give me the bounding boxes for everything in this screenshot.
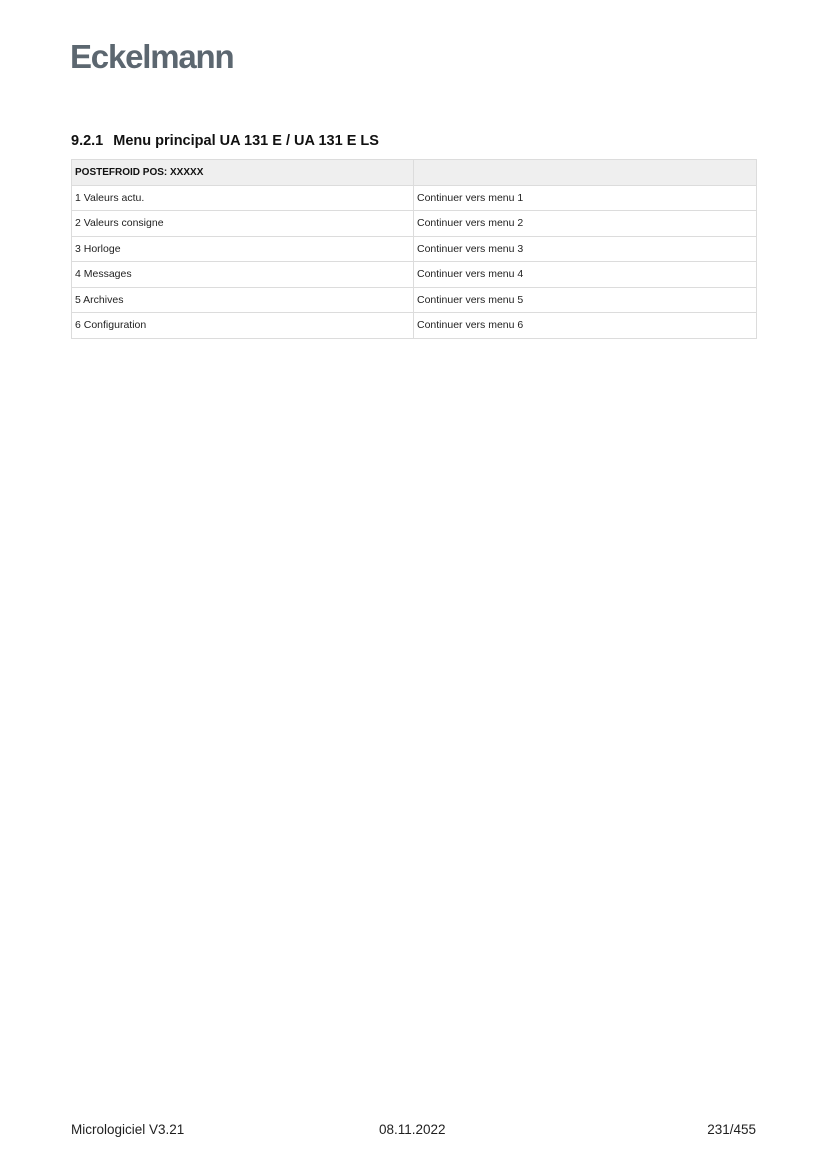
menu-item-label: 1 Valeurs actu. bbox=[72, 185, 414, 211]
table-row bbox=[72, 287, 757, 313]
table-header-row bbox=[72, 160, 757, 186]
table-row bbox=[72, 236, 757, 262]
menu-item-label: 2 Valeurs consigne bbox=[72, 211, 414, 237]
menu-item-action: Continuer vers menu 1 bbox=[414, 185, 757, 211]
table-row bbox=[72, 313, 757, 339]
menu-item-label: 5 Archives bbox=[72, 287, 414, 313]
section-heading bbox=[71, 133, 379, 149]
menu-item-action: Continuer vers menu 3 bbox=[414, 236, 757, 262]
menu-item-action: Continuer vers menu 6 bbox=[414, 313, 757, 339]
eckelmann-logo: Eckelmann bbox=[70, 38, 234, 75]
footer-firmware-version: Micrologiciel V3.21 bbox=[71, 1122, 185, 1137]
menu-item-action: Continuer vers menu 5 bbox=[414, 287, 757, 313]
menu-item-action: Continuer vers menu 4 bbox=[414, 262, 757, 288]
table-header-cell-2 bbox=[414, 160, 757, 186]
footer-date: 08.11.2022 bbox=[379, 1122, 446, 1137]
main-menu-table bbox=[71, 159, 757, 339]
footer-page-number: 231/455 bbox=[707, 1122, 756, 1137]
section-title-text: Menu principal UA 131 E / UA 131 E LS bbox=[113, 133, 379, 149]
menu-item-label: 4 Messages bbox=[72, 262, 414, 288]
table-header-cell-1: POSTEFROID POS: XXXXX bbox=[72, 160, 414, 186]
section-number: 9.2.1 bbox=[71, 133, 104, 149]
table-row bbox=[72, 262, 757, 288]
table-row bbox=[72, 185, 757, 211]
table-row bbox=[72, 211, 757, 237]
menu-item-label: 3 Horloge bbox=[72, 236, 414, 262]
menu-item-label: 6 Configuration bbox=[72, 313, 414, 339]
menu-item-action: Continuer vers menu 2 bbox=[414, 211, 757, 237]
